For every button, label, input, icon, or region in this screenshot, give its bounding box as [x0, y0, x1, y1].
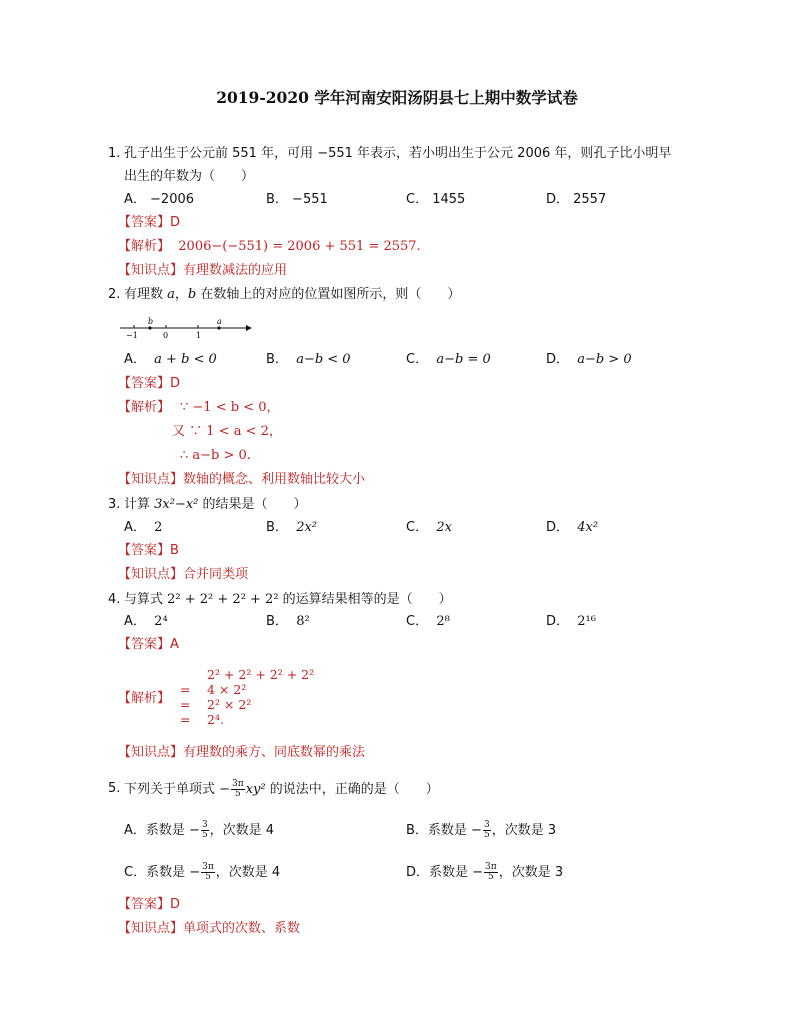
- q4-step-3: 2² × 2²: [207, 697, 252, 712]
- q4-eq-3: =: [180, 697, 191, 712]
- number-line-arrow: [246, 325, 252, 331]
- q5-option-c: C．系数是 − $\frac{3\pi}{5}$ ，次数是 4: [124, 862, 281, 882]
- q4-eq-2: =: [180, 682, 191, 697]
- q1-option-a: A． −2006: [124, 192, 195, 207]
- q2-analysis-line3: ∴ a−b > 0.: [180, 448, 251, 463]
- number-line: [118, 316, 253, 340]
- q2-analysis-label: 【解析】: [118, 400, 171, 415]
- q1-answer: 【答案】D: [118, 215, 181, 230]
- q2-option-b: B． a−b < 0: [266, 352, 351, 367]
- label-0: 0: [163, 331, 169, 340]
- q2-analysis-line1: ∵ −1 < b < 0，: [180, 400, 280, 415]
- q1-option-b: B． −551: [266, 192, 328, 207]
- q3-knowledge: 【知识点】合并同类项: [118, 567, 249, 582]
- point-a: [217, 326, 220, 329]
- q5-text: 下列关于单项式 − $\frac{3\pi}{5}$ xy² 的说法中，正确的是（ ）: [124, 779, 439, 799]
- q5-option-b: B．系数是 − $\frac{3}{5}$ ，次数是 3: [406, 820, 557, 840]
- q1-option-c: C． 1455: [406, 192, 466, 207]
- q4-analysis-steps: [207, 667, 314, 727]
- point-b: [148, 326, 151, 329]
- q5-coef-fraction: $\frac{3\pi}{5}$: [232, 779, 244, 799]
- q3-option-d: D． 4x²: [546, 520, 599, 535]
- label-b: b: [148, 317, 154, 326]
- q4-analysis-label: 【解析】: [118, 691, 171, 706]
- q5-knowledge: 【知识点】单项式的次数、系数: [118, 921, 301, 936]
- q3-answer: 【答案】B: [118, 543, 179, 558]
- q4-eq-4: =: [180, 712, 191, 727]
- q3-number: 3.: [108, 497, 121, 512]
- q4-option-a: A． 2⁴: [124, 614, 168, 629]
- q3-option-a: A． 2: [124, 520, 163, 535]
- q4-number: 4.: [108, 592, 121, 607]
- q5-option-d: D．系数是 − $\frac{3\pi}{5}$ ，次数是 3: [406, 862, 564, 882]
- q1-text-line1: 孔子出生于公元前 551 年，可用 −551 年表示，若小明出生于公元 2006 年，则孔子比小明早: [124, 146, 672, 161]
- q4-step-2: 4 × 2²: [207, 682, 247, 697]
- q1-knowledge: 【知识点】有理数减法的应用: [118, 263, 288, 278]
- q4-step-4: 2⁴.: [207, 712, 224, 727]
- q5-option-a: A．系数是 − $\frac{3}{5}$ ，次数是 4: [124, 820, 275, 840]
- q4-knowledge: 【知识点】有理数的乘方、同底数幂的乘法: [118, 745, 366, 760]
- q2-option-c: C． a−b = 0: [406, 352, 491, 367]
- q4-eq-blank: [180, 667, 190, 682]
- q2-option-d: D． a−b > 0: [546, 352, 632, 367]
- q1-text-line2: 出生的年数为（ ）: [124, 169, 255, 184]
- q4-analysis-eqs: [180, 667, 190, 727]
- q2-option-a: A． a + b < 0: [124, 352, 217, 367]
- q1-number: 1.: [108, 146, 121, 161]
- q4-step-1: 2² + 2² + 2² + 2²: [207, 667, 315, 682]
- q1-analysis: 【解析】 2006−(−551) = 2006 + 551 = 2557.: [118, 239, 421, 254]
- q3-option-c: C． 2x: [406, 520, 452, 535]
- q2-text: 有理数 a，b 在数轴上的对应的位置如图所示，则（ ）: [124, 287, 461, 302]
- q2-number: 2.: [108, 287, 121, 302]
- label-a: a: [217, 317, 222, 326]
- q5-number: 5.: [108, 781, 121, 796]
- label-minus1: −1: [126, 331, 138, 340]
- q4-option-c: C． 2⁸: [406, 614, 450, 629]
- q1-option-d: D． 2557: [546, 192, 607, 207]
- page-title: 2019-2020 学年河南安阳汤阴县七上期中数学试卷: [216, 88, 578, 107]
- q4-answer: 【答案】A: [118, 637, 179, 652]
- q4-text: 与算式 2² + 2² + 2² + 2² 的运算结果相等的是（ ）: [124, 592, 452, 607]
- q3-text: 计算 3x²−x² 的结果是（ ）: [124, 497, 307, 512]
- q5-answer: 【答案】D: [118, 897, 181, 912]
- q4-option-b: B． 8²: [266, 614, 310, 629]
- q4-option-d: D． 2¹⁶: [546, 614, 596, 629]
- label-1: 1: [196, 331, 202, 340]
- q2-answer: 【答案】D: [118, 376, 181, 391]
- q3-option-b: B． 2x²: [266, 520, 318, 535]
- q2-analysis-line2: 又 ∵ 1 < a < 2，: [172, 424, 282, 439]
- q2-knowledge: 【知识点】数轴的概念、利用数轴比较大小: [118, 472, 366, 487]
